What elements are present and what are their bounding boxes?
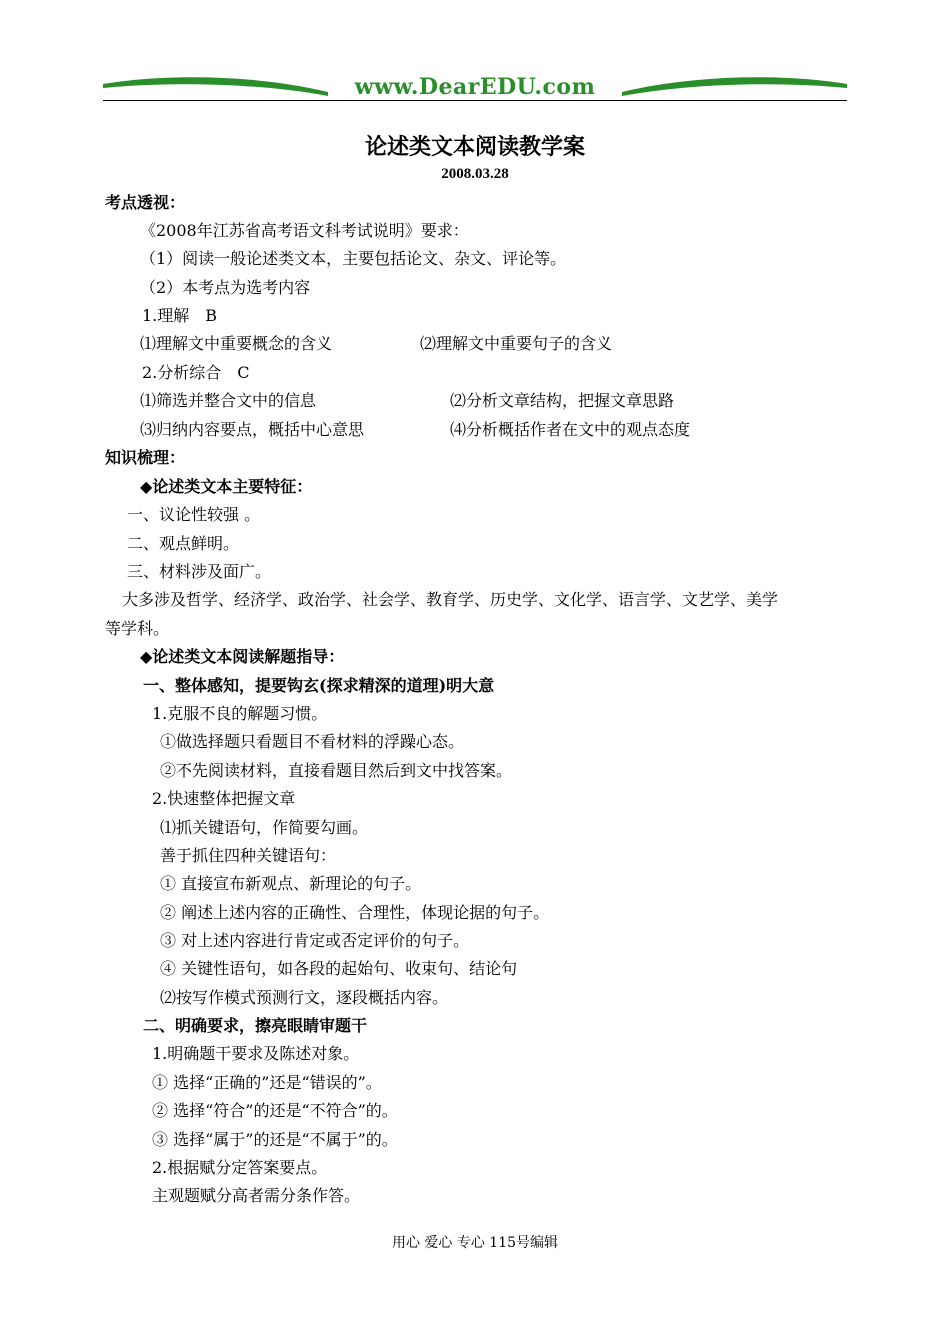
text-line: ⑴理解文中重要概念的含义 [140,334,333,353]
text-line: ⑶归纳内容要点，概括中心意思 [140,420,365,439]
section-heading: 考点透视： [105,193,186,212]
site-header [103,70,847,104]
text-line: 二、观点鲜明。 [127,534,240,553]
text-line: 2.快速整体把握文章 [152,789,296,808]
page-title: 论述类文本阅读教学案 [364,134,585,160]
page-footer: 用心 爱心 专心 115号编辑 [391,1235,559,1251]
section-heading: ◆论述类文本主要特征： [140,477,313,496]
text-line: 1.明确题干要求及陈述对象。 [152,1044,360,1063]
section-heading: ◆论述类文本阅读解题指导： [140,647,345,666]
text-line: ⑴抓关键语句，作简要勾画。 [160,818,369,837]
text-line: ① 选择“正确的”还是“错误的”。 [152,1073,382,1092]
text-line: （2）本考点为选考内容 [140,278,311,297]
text-line: 主观题赋分高者需分条作答。 [152,1186,361,1205]
text-line: ⑵理解文中重要句子的含义 [420,334,613,353]
text-line: ①做选择题只看题目不看材料的浮躁心态。 [160,732,465,751]
text-line: ① 直接宣布新观点、新理论的句子。 [160,874,422,893]
site-logo[interactable]: www.DearEDU.com [354,74,596,100]
text-line: ⑵按写作模式预测行文，逐段概括内容。 [160,988,449,1007]
text-line: ② 选择“符合”的还是“不符合”的。 [152,1101,398,1120]
text-line: 三、材料涉及面广。 [127,562,272,581]
text-line: ③ 选择“属于”的还是“不属于”的。 [152,1130,398,1149]
text-line: 《2008年江苏省高考语文科考试说明》要求： [140,221,469,240]
text-line: ② 阐述上述内容的正确性、合理性，体现论据的句子。 [160,903,550,922]
section-heading: 二、明确要求，擦亮眼睛审题干 [143,1016,368,1035]
text-line: ④ 关键性语句，如各段的起始句、收束句、结论句 [160,959,518,978]
text-line: ③ 对上述内容进行肯定或否定评价的句子。 [160,931,470,950]
text-line: ⑴筛选并整合文中的信息 [140,391,317,410]
section-heading: 一、整体感知，提要钩玄(探求精深的道理)明大意 [143,676,495,695]
text-line: 2.分析综合 C [142,363,250,382]
text-line: ⑵分析文章结构，把握文章思路 [450,391,675,410]
text-line: （1）阅读一般论述类文本，主要包括论文、杂文、评论等。 [140,249,567,268]
section-heading: 知识梳理： [105,448,186,467]
text-line: 大多涉及哲学、经济学、政治学、社会学、教育学、历史学、文化学、语言学、文艺学、美学 [122,590,779,609]
text-line: 等学科。 [105,619,170,638]
text-line: ⑷分析概括作者在文中的观点态度 [450,420,691,439]
text-line: 善于抓住四种关键语句： [160,846,337,865]
text-line: 一、议论性较强 。 [127,505,261,524]
header-rule [103,100,847,101]
page-date: 2008.03.28 [441,166,509,182]
text-line: 1.理解 B [142,306,218,325]
text-line: 2.根据赋分定答案要点。 [152,1158,328,1177]
text-line: 1.克服不良的解题习惯。 [152,704,328,723]
text-line: ②不先阅读材料，直接看题目然后到文中找答案。 [160,761,513,780]
